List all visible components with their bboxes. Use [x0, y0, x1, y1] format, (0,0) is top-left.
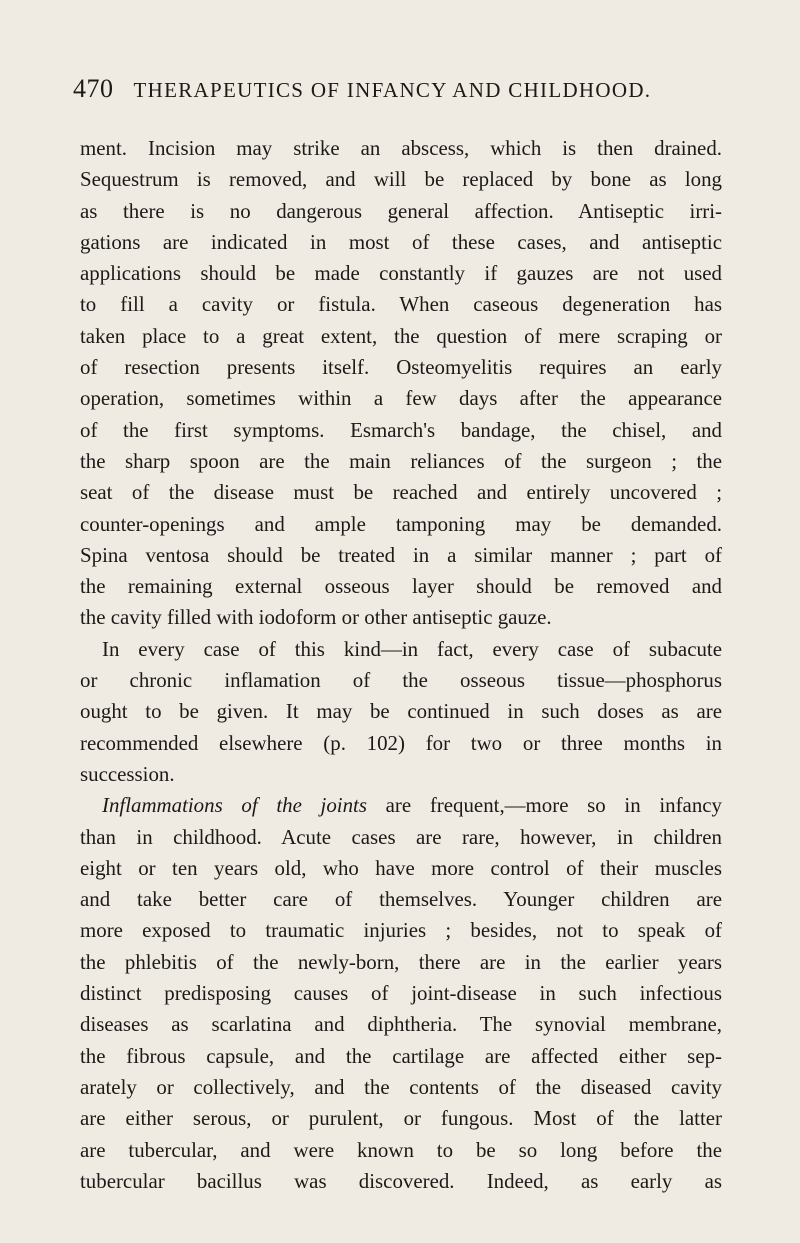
italic-lead: Inflammations of the joints — [102, 793, 367, 818]
running-title: THERAPEUTICS OF INFANCY AND CHILDHOOD. — [133, 78, 652, 102]
text-line: gations are indicated in most of these cases, and antiseptic — [80, 229, 722, 254]
text-line: Sequestrum is removed, and will be replaced by bone as long — [80, 167, 722, 192]
text-line: counter-openings and ample tamponing may be demanded. — [80, 511, 722, 536]
text-line: the sharp spoon are the main reliances of the surgeon ; the — [80, 448, 722, 473]
text-line: applications should be made constantly if gauzes are not used — [80, 261, 722, 286]
text-line: more exposed to traumatic injuries ; besides, not to speak of — [80, 918, 722, 943]
text-line: taken place to a great extent, the question of mere scraping or — [80, 323, 722, 348]
text-line: are either serous, or purulent, or fungous. Most of the latter — [80, 1106, 722, 1131]
text-line: the phlebitis of the newly-born, there are in the earlier years — [80, 949, 722, 974]
text-line: ought to be given. It may be continued in such doses as are — [80, 699, 722, 724]
text-line: of resection presents itself. Osteomyelitis requires an early — [80, 355, 722, 380]
text-line: of the first symptoms. Esmarch's bandage, the chisel, and — [80, 417, 722, 442]
text-line: to fill a cavity or fistula. When caseous degeneration has — [80, 292, 722, 317]
page-number: 470 — [73, 74, 114, 103]
text-line: Spina ventosa should be treated in a similar manner ; part of — [80, 542, 722, 567]
text-line: or chronic inflamation of the osseous tissue—phosphorus — [80, 668, 722, 693]
text-line: distinct predisposing causes of joint-disease in such infectious — [80, 981, 722, 1006]
text-line: In every case of this kind—in fact, every case of subacute — [102, 636, 722, 661]
text-line: are tubercular, and were known to be so long before the — [80, 1137, 722, 1162]
text-line: operation, sometimes within a few days after the appearance — [80, 386, 722, 411]
text-line: and take better care of themselves. Younger children are — [80, 887, 722, 912]
text-line: seat of the disease must be reached and entirely uncovered ; — [80, 480, 722, 505]
text-line: recommended elsewhere (p. 102) for two or three months in — [80, 730, 722, 755]
text-line: the fibrous capsule, and the cartilage are affected either sep- — [80, 1043, 722, 1068]
text-line: tubercular bacillus was discovered. Indeed, as early as — [80, 1168, 722, 1193]
text-line: the remaining external osseous layer should be removed and — [80, 574, 722, 599]
text-line: as there is no dangerous general affection. Antiseptic irri- — [80, 198, 722, 223]
text-line: arately or collectively, and the contents of the diseased cavity — [80, 1074, 722, 1099]
text-line: ment. Incision may strike an abscess, which is then drained. — [80, 136, 722, 160]
text-line: succession. — [80, 761, 175, 786]
body-text — [80, 133, 722, 1197]
text-line: the cavity filled with iodoform or other antiseptic gauze. — [80, 605, 552, 630]
text-line-with-italic-lead — [80, 790, 722, 821]
text-line: than in childhood. Acute cases are rare, however, in children — [80, 824, 722, 849]
text-line: diseases as scarlatina and diphtheria. The synovial membrane, — [80, 1012, 722, 1037]
text-line: eight or ten years old, who have more control of their muscles — [80, 855, 722, 880]
text-line-rest: are frequent,—more so in infancy — [385, 793, 722, 818]
page-header — [73, 74, 723, 104]
